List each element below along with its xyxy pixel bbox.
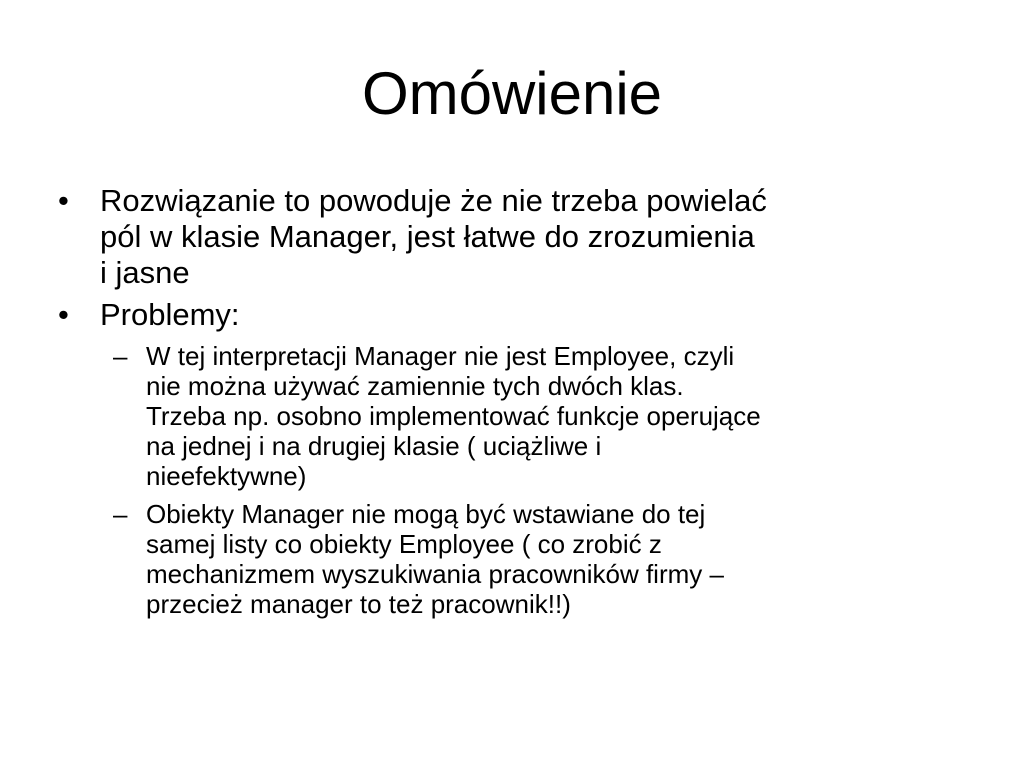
bullet-marker: •: [58, 297, 69, 332]
bullet-marker: •: [58, 183, 69, 218]
dash-marker: –: [113, 341, 128, 371]
bullet-text-line: Rozwiązanie to powoduje że nie trzeba powielać: [100, 183, 767, 218]
sub-bullet-text-line: Obiekty Manager nie mogą być wstawiane do tej: [146, 499, 706, 529]
bullet-text-line: pól w klasie Manager, jest łatwe do zrozumienia: [100, 219, 755, 254]
sub-bullet-item-list-storage: [100, 499, 958, 619]
dash-marker: –: [113, 499, 128, 529]
sub-bullet-text-line: samej listy co obiekty Employee ( co zrobić z: [146, 529, 662, 559]
sub-bullet-list: [100, 341, 976, 619]
bullet-item-problems: [56, 297, 976, 619]
bullet-text-line: i jasne: [100, 255, 190, 290]
bullet-text-line: Problemy:: [100, 297, 240, 332]
sub-bullet-text-line: na jednej i na drugiej klasie ( uciążliwe i: [146, 431, 602, 461]
sub-bullet-text-line: nie można używać zamiennie tych dwóch klas.: [146, 371, 684, 401]
sub-bullet-item-interpretation: [100, 341, 958, 491]
sub-bullet-text-line: W tej interpretacji Manager nie jest Employee, czyli: [146, 341, 735, 371]
sub-bullet-text-line: mechanizmem wyszukiwania pracowników firmy –: [146, 559, 724, 589]
slide-title: Omówienie: [361, 60, 663, 127]
bullet-list: [56, 183, 976, 627]
sub-bullet-text-line: przecież manager to też pracownik!!): [146, 589, 571, 619]
sub-bullet-text-line: nieefektywne): [146, 461, 307, 491]
sub-bullet-text-line: Trzeba np. osobno implementować funkcje operujące: [146, 401, 761, 431]
bullet-item-solution: [56, 183, 976, 291]
